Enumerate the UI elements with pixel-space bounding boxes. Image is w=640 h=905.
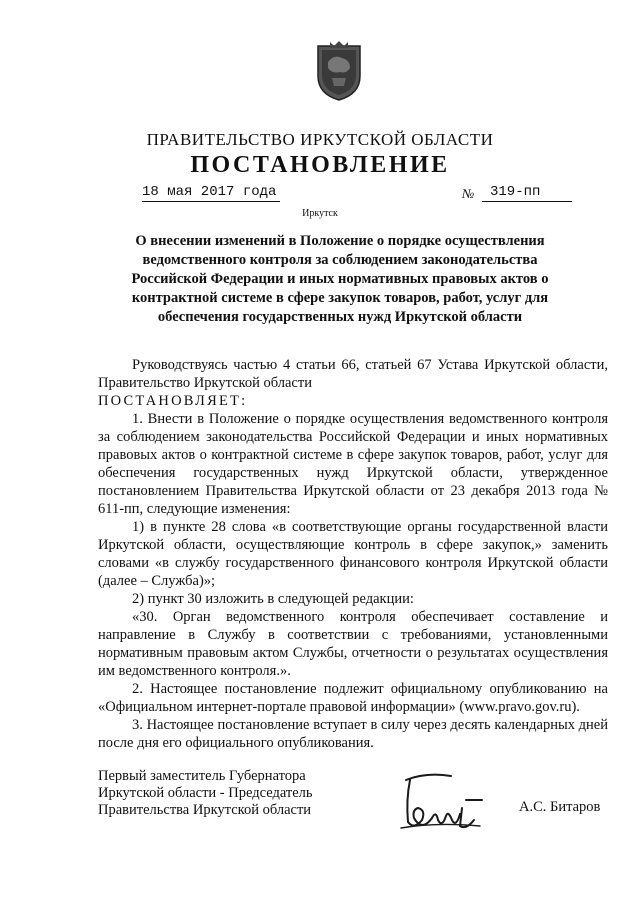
number-sign: № [462, 186, 475, 201]
body-paragraph: 1. Внести в Положение о порядке осуществления ведомственного контроля за соблюдением законодательства Российской Федерации и иных нормативных правовых актов о контрактной системе в сфере закупок товаров, работ, услуг для обеспечения государственных нужд Иркутской области, утвержденное постановлением Правительства Иркутской области от 23 декабря 2013 года № 611-пп, следующие изменения: [98, 411, 608, 517]
document-type: ПОСТАНОВЛЕНИЕ [190, 152, 450, 178]
signer-position-line: Правительства Иркутской области [98, 802, 312, 818]
body-paragraph: 1) в пункте 28 слова «в соответствующие органы государственной власти Иркутской области, осуществляющие контроль в сфере закупок,» заменить словами «в службу государственного финансового контроля Иркутской области (далее – Служба)»; [98, 519, 608, 589]
signer-name: А.С. Битаров [519, 799, 601, 815]
coat-of-arms-icon [312, 40, 366, 102]
body-paragraph: 2. Настоящее постановление подлежит официальному опубликованию на «Официальном интернет-портале правовой информации» (www.pravo.gov.ru). [98, 681, 608, 715]
document-body [98, 356, 608, 752]
document-city: Иркутск [302, 208, 338, 219]
signer-position-line: Первый заместитель Губернатора [98, 768, 306, 784]
handwritten-signature [396, 770, 486, 836]
body-paragraph: «30. Орган ведомственного контроля обеспечивает составление и направление в Службу в соответствии с требованиями, установленными нормативным правовым актом Службы, отчетности о результатах осуществления им ведомственного контроля.». [98, 609, 608, 679]
signer-position-line: Иркутской области - Председатель [98, 785, 313, 801]
body-paragraph: 2) пункт 30 изложить в следующей редакции: [132, 591, 414, 607]
document-number: 319-пп [482, 184, 572, 202]
government-name: ПРАВИТЕЛЬСТВО ИРКУТСКОЙ ОБЛАСТИ [146, 130, 494, 149]
signer-position [98, 768, 313, 819]
body-paragraph: 3. Настоящее постановление вступает в силу через десять календарных дней после дня его официального опубликования. [98, 717, 608, 751]
document-title: О внесении изменений в Положение о порядке осуществления ведомственного контроля за соблюдением законодательства Российской Федерации и иных нормативных правовых актов о контрактной системе в сфере закупок товаров, работ, услуг для обеспечения государственных нужд Иркутской области [131, 233, 549, 325]
body-paragraph: Руководствуясь частью 4 статьи 66, статьей 67 Устава Иркутской области, Правительство Иркутской области [98, 357, 608, 391]
document-date: 18 мая 2017 года [142, 184, 280, 202]
resolution-keyword: ПОСТАНОВЛЯЕТ: [98, 393, 248, 409]
